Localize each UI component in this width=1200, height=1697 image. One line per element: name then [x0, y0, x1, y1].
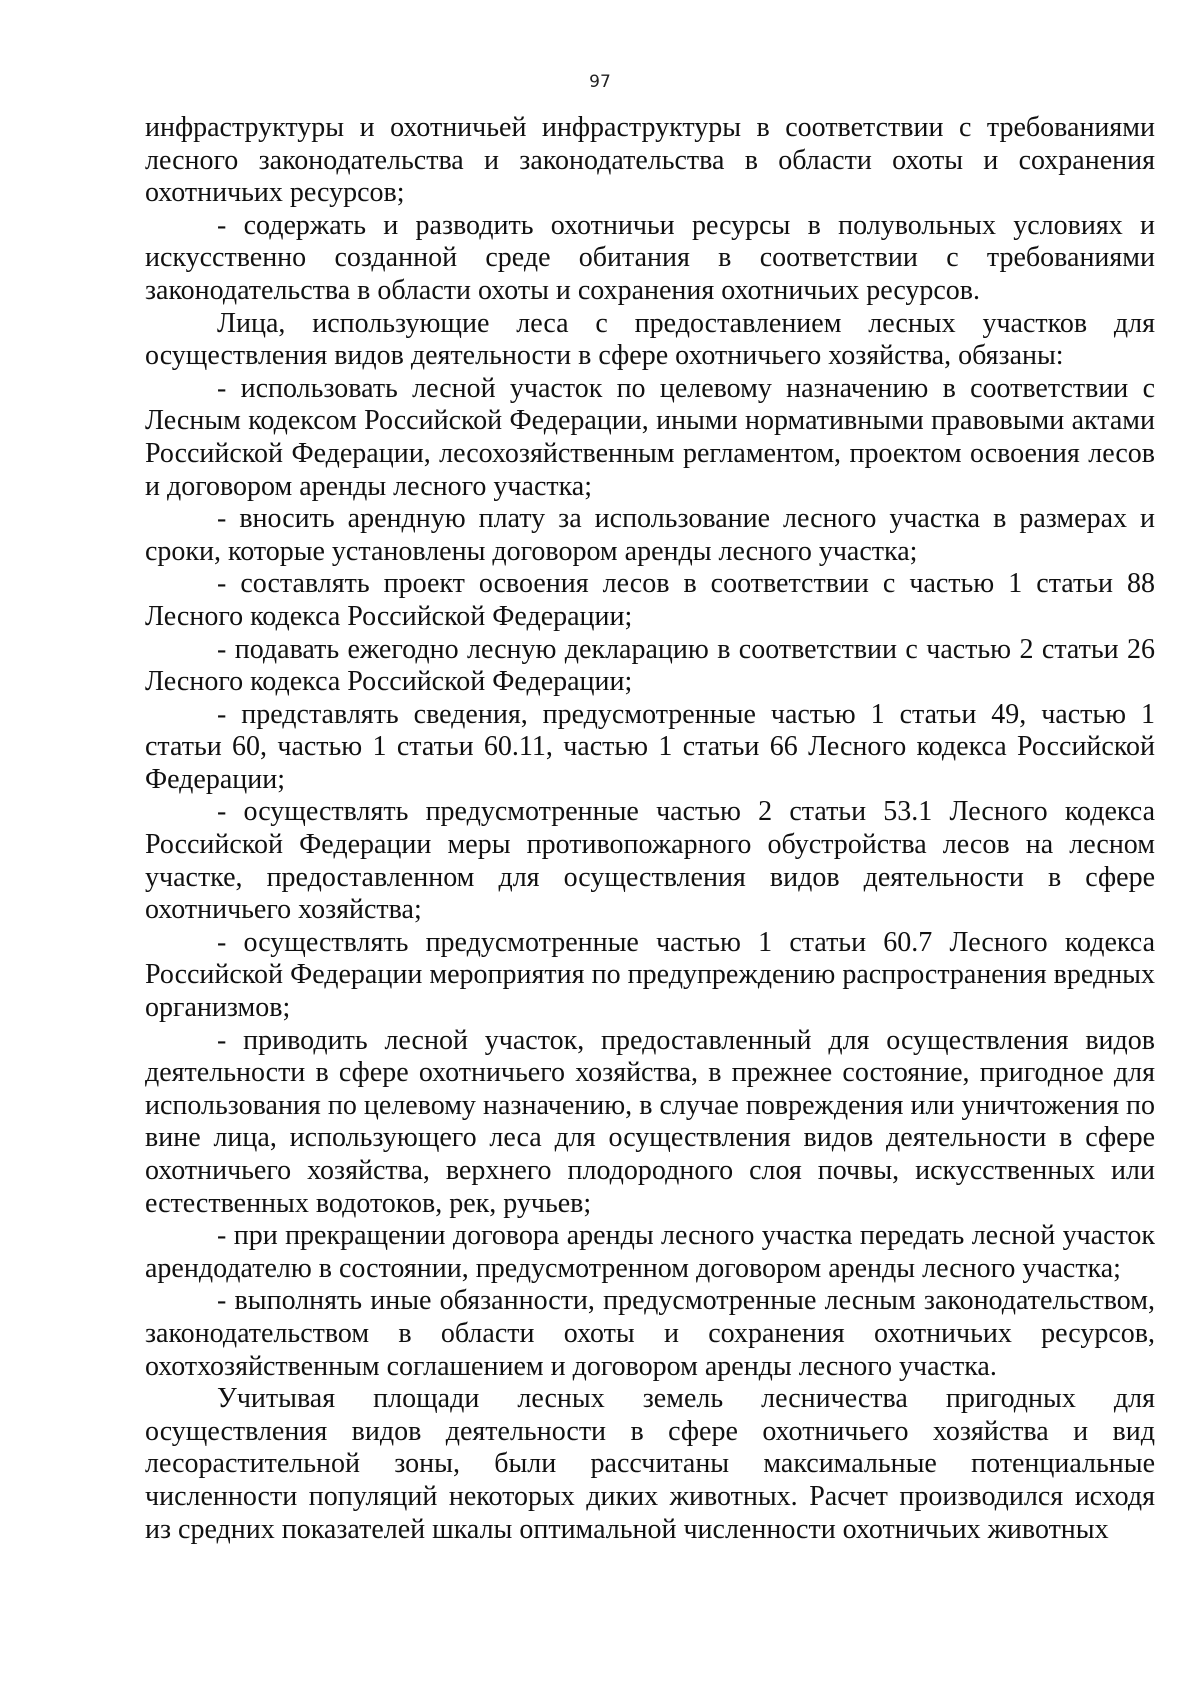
paragraph-list-item: - вносить арендную плату за использование лесного участка в размерах и сроки, которые установлены договором аренды лесного участка;: [145, 503, 1155, 567]
paragraph-list-item: - осуществлять предусмотренные частью 1 статьи 60.7 Лесного кодекса Российской Федерации мероприятия по предупреждению распространения вредных организмов;: [145, 926, 1155, 1024]
paragraph-list-item: - осуществлять предусмотренные частью 2 статьи 53.1 Лесного кодекса Российской Федерации меры противопожарного обустройства лесов на лесном участке, предоставленном для осуществления видов деятельности в сфере охотничьего хозяйства;: [145, 796, 1155, 926]
paragraph-list-item: - приводить лесной участок, предоставленный для осуществления видов деятельности в сфере охотничьего хозяйства, в прежнее состояние, пригодное для использования по целевому назначению, в случае повреждения или уничтожения по вине лица, использующего леса для осуществления видов деятельности в сфере охотничьего хозяйства, верхнего плодородного слоя почвы, искусственных или естественных водотоков, рек, ручьев;: [145, 1024, 1155, 1219]
paragraph-population-calculation: Учитывая площади лесных земель лесничества пригодных для осуществления видов деятельности в сфере охотничьего хозяйства и вид лесорастительной зоны, были рассчитаны максимальные потенциальные численности популяций некоторых диких животных. Расчет производился исходя из средних показателей шкалы оптимальной численности охотничьих животных: [145, 1383, 1155, 1545]
paragraph-list-item: - подавать ежегодно лесную декларацию в соответствии с частью 2 статьи 26 Лесного кодекса Российской Федерации;: [145, 633, 1155, 698]
paragraph-list-item: - выполнять иные обязанности, предусмотренные лесным законодательством, законодательством в области охоты и сохранения охотничьих ресурсов, охотхозяйственным соглашением и договором аренды лесного участка.: [145, 1285, 1155, 1382]
paragraph-list-item: - при прекращении договора аренды лесного участка передать лесной участок арендодателю в состоянии, предусмотренном договором аренды лесного участка;: [145, 1220, 1155, 1284]
paragraph-list-item: - использовать лесной участок по целевому назначению в соответствии с Лесным кодексом Российской Федерации, иными нормативными правовыми актами Российской Федерации, лесохозяйственным регламентом, проектом освоения лесов и договором аренды лесного участка;: [145, 372, 1155, 502]
paragraph-list-item: - содержать и разводить охотничьи ресурсы в полувольных условиях и искусственно созданной среде обитания в соответствии с требованиями законодательства в области охоты и сохранения охотничьих ресурсов.: [145, 209, 1155, 306]
page-number: 97: [589, 72, 611, 92]
paragraph-list-item: - представлять сведения, предусмотренные частью 1 статьи 49, частью 1 статьи 60, частью 1 статьи 60.11, частью 1 статьи 66 Лесного кодекса Российской Федерации;: [145, 698, 1155, 795]
document-body: [145, 112, 1155, 1546]
paragraph-continuation: инфраструктуры и охотничьей инфраструктуры в соответствии с требованиями лесного законодательства и законодательства в области охоты и сохранения охотничьих ресурсов;: [145, 112, 1155, 209]
paragraph-list-item: - составлять проект освоения лесов в соответствии с частью 1 статьи 88 Лесного кодекса Российской Федерации;: [145, 568, 1155, 632]
paragraph-obligations-intro: Лица, использующие леса с предоставлением лесных участков для осуществления видов деятельности в сфере охотничьего хозяйства, обязаны:: [145, 307, 1155, 372]
